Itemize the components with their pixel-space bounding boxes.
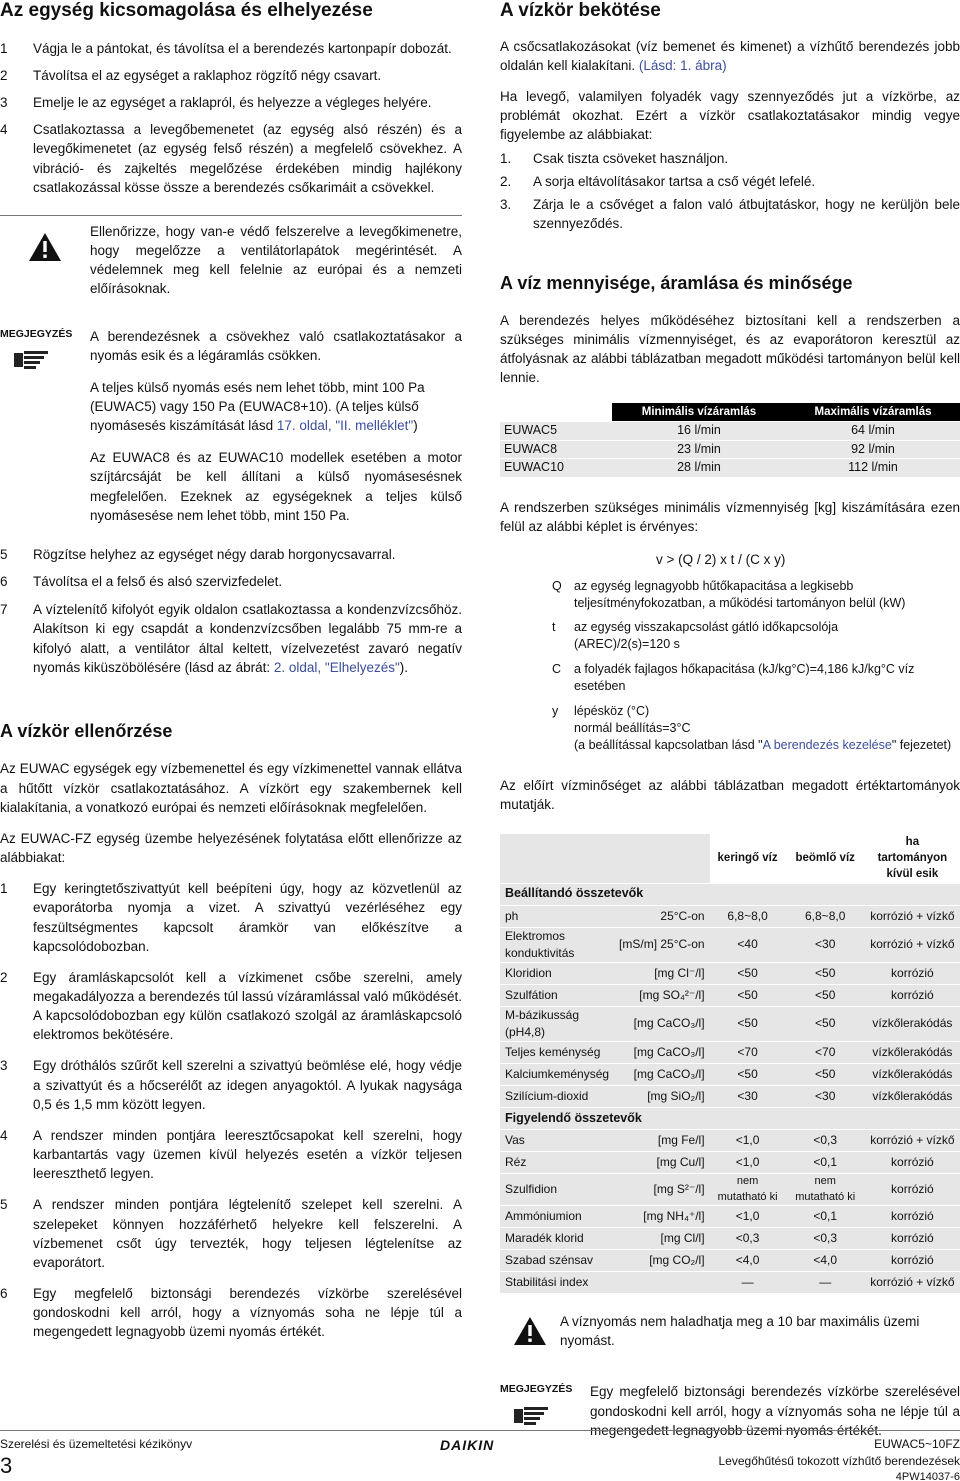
unpack-step-7 (0, 600, 462, 677)
formula: v > (Q / 2) x t / (C x y) (656, 552, 786, 568)
list-item: 5 A rendszer minden pontjára légtelenítő szelepet kell szerelni. A szelepeket könnyen hozzáférhető helyekre kell felszerelni. A vízbemenet csőt úgy tervezték, hogy teljesen légtelenítse az evaporátort. (0, 1197, 462, 1270)
list-item: 2. A sorja eltávolításakor tartsa a cső végét lefelé. (500, 173, 816, 189)
list-item: 1 Egy keringtetőszivattyút kell beépíteni úgy, hogy az közvetlenül az evaporátorba nyomja a vizet. A szivattyú vezérléséhez egy feszültségmentes kapcsolt áramkör van előkészítve a kapcsolódobozban. (0, 881, 462, 954)
formula-variable: C a folyadék fajlagos hőkapacitása (kJ/kg°C)=4,186 kJ/kg°C víz esetében (552, 662, 915, 694)
table-row: Szulfátion [mg SO₄²⁻/l] <50 <50 korrózió (500, 984, 960, 1006)
section-title-unpacking: Az egység kicsomagolása és elhelyezése (0, 0, 373, 21)
list-item: 1 Vágja le a pántokat, és távolítsa el a berendezés kartonpapír dobozát. (0, 40, 452, 56)
list-item: 4 A rendszer minden pontjára leeresztőcsapokat kell szerelni, hogy karbantartás vagy üzemen kívül helyezés esetén a vízkör teljesen leereszthető legyen. (0, 1127, 462, 1182)
list-item: 6 Egy megfelelő biztonsági berendezés vízkörbe szerelésével gondoskodni kell arról, hogy a víznyomás soha ne lépje túl a megengedett legnagyobb üzemi nyomás értékét. (0, 1286, 462, 1340)
note-paragraph: Az EUWAC8 és az EUWAC10 modellek esetében a motor szíjtárcsáját be kell állítani a külső nyomásesésnek megfelelően. Ezeknek az egységeknek a teljes külső nyomásesése nem lehet több, mint 150 Pa. (90, 450, 462, 523)
chapter-reference-link[interactable]: A berendezés kezelése (762, 737, 892, 752)
table-section-row: Beállítandó összetevők (500, 883, 960, 905)
table-row: Kloridion [mg Cl⁻/l] <50 <50 korrózió (500, 962, 960, 984)
table-row: EUWAC5 16 l/min 64 l/min (500, 421, 960, 440)
table-row: Teljes keménység [mg CaCO₃/l] <70 <70 vízkőlerakódás (500, 1041, 960, 1063)
warning-icon (0, 222, 90, 299)
note-paragraph: Egy megfelelő biztonsági berendezés vízkörbe szerelésével gondoskodni kell arról, hogy a víznyomás soha ne lépje túl a megengedett legnagyobb üzemi nyomás értékét. (590, 1384, 960, 1438)
right-column (500, 0, 960, 1440)
table-row: Maradék klorid [mg Cl/l] <0,3 <0,3 korrózió (500, 1228, 960, 1250)
table-row: ph 25°C-on 6,8~8,0 6,8~8,0 korrózió + vízkő (500, 905, 960, 927)
quantity-paragraph: A berendezés helyes működéséhez biztosítani kell a rendszerben a szükséges minimális vízmennyiséget, és az evaporátoron keresztül az átfolyásnak az alábbi táblázatban megadott működési tartományon belül kell lennie. (500, 312, 960, 386)
table-row: Ammóniumion [mg NH₄⁺/l] <1,0 <0,1 korrózió (500, 1206, 960, 1228)
list-item: 3. Zárja le a csővéget a falon való átbujtatáskor, hogy ne kerüljön bele szennyeződés. (500, 196, 960, 232)
formula-variable: y lépésköz (°C) normál beállítás=3°C (a beállítással kapcsolatban lásd "A berendezés kezelése" fejezetet) (552, 703, 952, 752)
table-row: Réz [mg Cu/l] <1,0 <0,1 korrózió (500, 1151, 960, 1173)
list-item: 4 Csatlakoztassa a levegőbemenetet (az egység alsó részén) és a levegőkimenetet (az egység felső részén) a megfelelő csövekhez. A vibráció- és zajkeltés megelőzése érdekében mindig hajlékony csatlakozással kösse össze a berendezés csőkarimáit a csövekkel. (0, 122, 462, 195)
table-row: Stabilitási index — — korrózió + vízkő (500, 1272, 960, 1294)
table-row: Vas [mg Fe/l] <1,0 <0,3 korrózió + vízkő (500, 1129, 960, 1151)
quantity-paragraph: A rendszerben szükséges minimális vízmennyiség [kg] kiszámítására ezen felül az alábbi képlet is érvényes: (500, 500, 960, 535)
column-header: beömlő víz (786, 834, 865, 883)
list-item: 1. Csak tiszta csöveket használjon. (500, 150, 729, 166)
connection-steps (500, 149, 960, 234)
pointing-hand-icon (514, 1405, 590, 1432)
section-title-check: A vízkör ellenőrzése (0, 720, 173, 741)
daikin-logo: DAIKIN (440, 1437, 495, 1453)
model-info: EUWAC5~10FZ Levegőhűtésű tokozott vízhűtő berendezések 4PW14037-6 (718, 1437, 960, 1481)
page-number: 3 (0, 1453, 13, 1478)
table-row: M-bázikusság (pH4,8) [mg CaCO₃/l] <50 <50 vízkőlerakódás (500, 1006, 960, 1041)
table-row: Kalciumkeménység [mg CaCO₃/l] <50 <50 vízkőlerakódás (500, 1063, 960, 1085)
list-item: 5 Rögzítse helyhez az egységet négy darab horgonycsavarral. (0, 546, 396, 562)
table-row: EUWAC8 23 l/min 92 l/min (500, 440, 960, 459)
table-row: Szulfidion [mg S²⁻/l] nem mutatható ki nem mutatható ki korrózió (500, 1173, 960, 1205)
pointing-hand-icon (14, 349, 90, 376)
column-header: ha tartományon kívül esik (865, 834, 960, 883)
note-box (500, 1382, 960, 1439)
formula-variables (500, 578, 960, 695)
reference-link[interactable]: 17. oldal, "II. melléklet" (276, 418, 414, 434)
note-label: MEGJEGYZÉS (0, 327, 73, 340)
list-item: 3 Emelje le az egységet a raklapról, és helyezze a végleges helyére. (0, 95, 432, 111)
figure-reference-link[interactable]: (Lásd: 1. ábra) (638, 57, 727, 73)
footer-divider (0, 1430, 960, 1431)
table-row: Elektromos konduktivitás [mS/m] 25°C-on <40 <30 korrózió + vízkő (500, 927, 960, 962)
formula-variable: Q az egység legnagyobb hűtőkapacitása a legkisebb teljesítményfokozatban, a működési tartományon belül (kW) (552, 578, 906, 610)
warning-icon (500, 1312, 560, 1350)
table-row: Szabad szénsav [mg CO₂/l] <4,0 <4,0 korrózió (500, 1250, 960, 1272)
list-item: 2 Távolítsa el az egységet a raklaphoz rögzítő négy csavart. (0, 67, 382, 83)
note-box (0, 327, 462, 525)
table-row: Szilícium-dioxid [mg SiO₂/l] <30 <30 vízkőlerakódás (500, 1085, 960, 1107)
flow-rate-table (500, 403, 960, 478)
table-row: EUWAC10 28 l/min 112 l/min (500, 459, 960, 478)
check-paragraph: Az EUWAC-FZ egység üzembe helyezésének folytatása előtt ellenőrizze az alábbiakat: (0, 830, 462, 866)
warning-box (0, 215, 462, 299)
warning-text: Ellenőrizze, hogy van-e védő felszerelve a levegőkimenetre, hogy megelőzze a ventilátorlapátok megérintését. A védelemnek meg kell felelnie az európai és a nemzeti előírásoknak. (90, 223, 462, 297)
note-paragraph: A teljes külső nyomás esés nem lehet több, mint 100 Pa (EUWAC5) vagy 150 Pa (EUWAC8+10). (A teljes külső nyomásesés kiszámítását lásd 17. oldal, "II. melléklet") (90, 379, 425, 434)
water-quality-table (500, 834, 960, 1294)
column-header: keringő víz (710, 834, 786, 883)
connection-paragraph: A csőcsatlakozásokat (víz bemenet és kimenet) a vízhűtő berendezés jobb oldalán kell kialakítani. (Lásd: 1. ábra) (500, 38, 960, 73)
column-header: Maximális vízáramlás (786, 403, 960, 421)
table-header-row (500, 834, 960, 883)
unpack-steps-continued (0, 545, 462, 591)
list-item: 6 Távolítsa el a felső és alsó szervizfedelet. (0, 574, 283, 590)
check-paragraph: Az EUWAC egységek egy vízbemenettel és egy vízkimenettel vannak ellátva a hűtőtt vízkör csatlakoztatásához. A vízkört egy szakembernek kell kialakítania, a vonatkozó európai és nemzeti előírásoknak megfelelően. (0, 761, 462, 815)
table-section-row: Figyelendő összetevők (500, 1107, 960, 1129)
column-header: Minimális vízáramlás (612, 403, 786, 421)
warning-text: A víznyomás nem haladhatja meg a 10 bar maximális üzemi nyomást. (560, 1314, 920, 1349)
list-item: 7 A víztelenítő kifolyót egyik oldalon csatlakoztassa a kondenzvízcsőhöz. Alakítson ki egy csapdát a kondenzvízcsőben legalább 75 mm-re a kifolyó alatt, a ventilátor által keltett, vízelvezetést zavaró negatív nyomás kiküszöbölésére (lásd az ábrát: 2. oldal, "Elhelyezés"). (0, 602, 462, 675)
quantity-paragraph: Az előírt vízminőséget az alábbi táblázatban megadott értéktartományok mutatják. (500, 777, 960, 812)
warning-box (500, 1312, 960, 1350)
reference-link[interactable]: 2. oldal, "Elhelyezés" (273, 659, 400, 675)
note-paragraph: A berendezésnek a csövekhez való csatlakoztatásakor a nyomás esik és a légáramlás csökken. (90, 328, 462, 363)
section-title-quantity: A víz mennyisége, áramlása és minősége (500, 273, 853, 294)
manual-title: Szerelési és üzemeltetési kézikönyv (0, 1437, 193, 1451)
note-label: MEGJEGYZÉS (500, 1383, 573, 1396)
table-header-row (500, 403, 960, 421)
left-column (0, 0, 462, 1342)
connection-paragraph: Ha levegő, valamilyen folyadék vagy szennyeződés jut a vízkörbe, az problémát okozhat. Ezért a vízkör csatlakoztatásakor mindig vegye figyelembe az alábbiakat: (500, 89, 960, 143)
list-item: 2 Egy áramláskapcsolót kell a vízkimenet csőbe szerelni, amely megakadályozza a berendezés túl lassú vízáramlással való működését. A kapcsolódobozban egy külön csatlakozó szolgál az áramláskapcsoló elektromos bekötésére. (0, 969, 462, 1043)
unpack-steps (0, 39, 462, 197)
check-steps (0, 879, 462, 1341)
list-item: 3 Egy dróthálós szűrőt kell szerelni a szivattyú beömlése elé, hogy védje a szivattyút és a hőcserélőt az idegen anyagoktól. A lyukak nagysága 0,5 és 1,5 mm között legyen. (0, 1058, 462, 1112)
section-title-connection: A vízkör bekötése (500, 0, 661, 21)
formula-variable: t az egység visszakapcsolást gátló időkapcsolója (AREC)/2(s)=120 s (552, 620, 839, 652)
